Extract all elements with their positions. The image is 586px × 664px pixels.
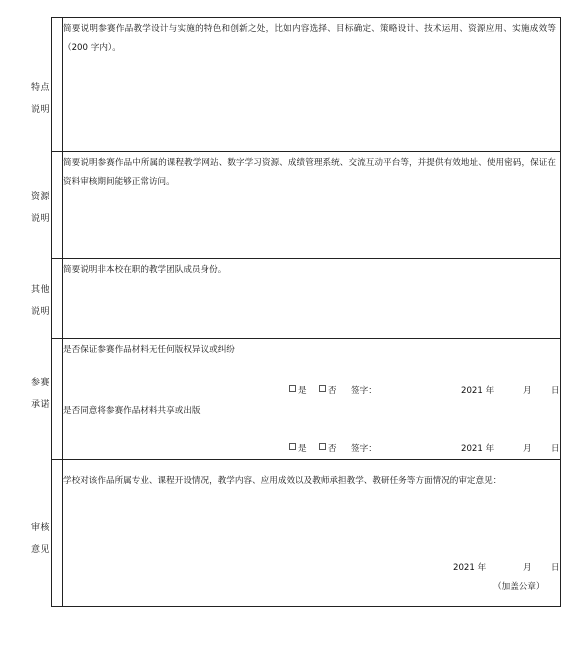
review-content-cell: [63, 460, 560, 606]
other-description: 简要说明非本校在职的教学团队成员身份。: [63, 265, 227, 275]
features-description: 简要说明参赛作品教学设计与实施的特色和创新之处，比如内容选择、目标确定、策略设计、技术运用、资源应用、实施成效等（200 字内）。: [63, 24, 556, 53]
resources-description: 简要说明参赛作品中所属的课程教学网站、数字学习资源、成绩管理系统、交流互动平台等，并提供有效地址、使用密码，保证在资料审核期间能够正常访问。: [63, 158, 556, 187]
resources-content-cell: [63, 152, 560, 258]
no-option-2[interactable]: [319, 442, 337, 454]
review-month: 月: [523, 563, 532, 573]
year-2: 2021 年: [461, 444, 495, 454]
other-row: [52, 259, 560, 339]
application-form-table: [31, 17, 561, 607]
yes-label-1: 是: [298, 386, 307, 396]
yes-checkbox-2[interactable]: [289, 443, 296, 450]
resources-label-line1: 资源: [31, 192, 51, 202]
yes-label-2: 是: [298, 444, 307, 454]
yes-option-2[interactable]: [289, 442, 307, 454]
no-label-2: 否: [328, 444, 337, 454]
review-seal-line: [63, 580, 560, 594]
review-date-line: [63, 561, 560, 575]
day-1: 日: [551, 386, 560, 396]
features-row: [52, 18, 560, 152]
commitment-sign-line-1: [63, 384, 560, 398]
other-content-cell: [63, 259, 560, 338]
no-option-1[interactable]: [319, 384, 337, 396]
resources-label-line2: 说明: [31, 214, 51, 224]
commitment-question-copyright: 是否保证参赛作品材料无任何版权异议或纠纷: [63, 345, 235, 355]
features-label-line1: 特点: [31, 83, 51, 93]
yes-option-1[interactable]: [289, 384, 307, 396]
resources-row: [52, 152, 560, 259]
commitment-row: [52, 339, 560, 460]
commitment-label-line1: 参赛: [31, 378, 51, 388]
review-description: 学校对该作品所属专业、课程开设情况，教学内容、应用成效以及教师承担教学、教研任务等方面情况的审定意见：: [63, 476, 502, 486]
commitment-question-share: 是否同意将参赛作品材料共享或出版: [63, 406, 201, 416]
month-2: 月: [523, 444, 532, 454]
official-seal-note: （加盖公章）: [493, 582, 545, 592]
review-label: [31, 517, 61, 561]
features-content-cell: [63, 18, 560, 151]
sign-label-2: 签字：: [351, 444, 377, 454]
no-checkbox-1[interactable]: [319, 385, 326, 392]
review-label-line1: 审核: [31, 523, 51, 533]
commitment-label-line2: 承诺: [31, 400, 51, 410]
sign-label-1: 签字：: [351, 386, 377, 396]
features-label-line2: 说明: [31, 105, 51, 115]
no-checkbox-2[interactable]: [319, 443, 326, 450]
other-label-line2: 说明: [31, 307, 51, 317]
review-row: [52, 460, 560, 606]
commitment-content-cell: [63, 339, 560, 459]
day-2: 日: [551, 444, 560, 454]
other-label: [31, 279, 61, 323]
review-day: 日: [551, 563, 560, 573]
commitment-label: [31, 372, 61, 416]
review-year: 2021 年: [453, 563, 487, 573]
resources-label: [31, 186, 61, 230]
month-1: 月: [523, 386, 532, 396]
yes-checkbox-1[interactable]: [289, 385, 296, 392]
no-label-1: 否: [328, 386, 337, 396]
review-label-line2: 意见: [31, 545, 51, 555]
commitment-sign-line-2: [63, 442, 560, 456]
year-1: 2021 年: [461, 386, 495, 396]
other-label-line1: 其他: [31, 285, 51, 295]
features-label: [31, 77, 61, 121]
